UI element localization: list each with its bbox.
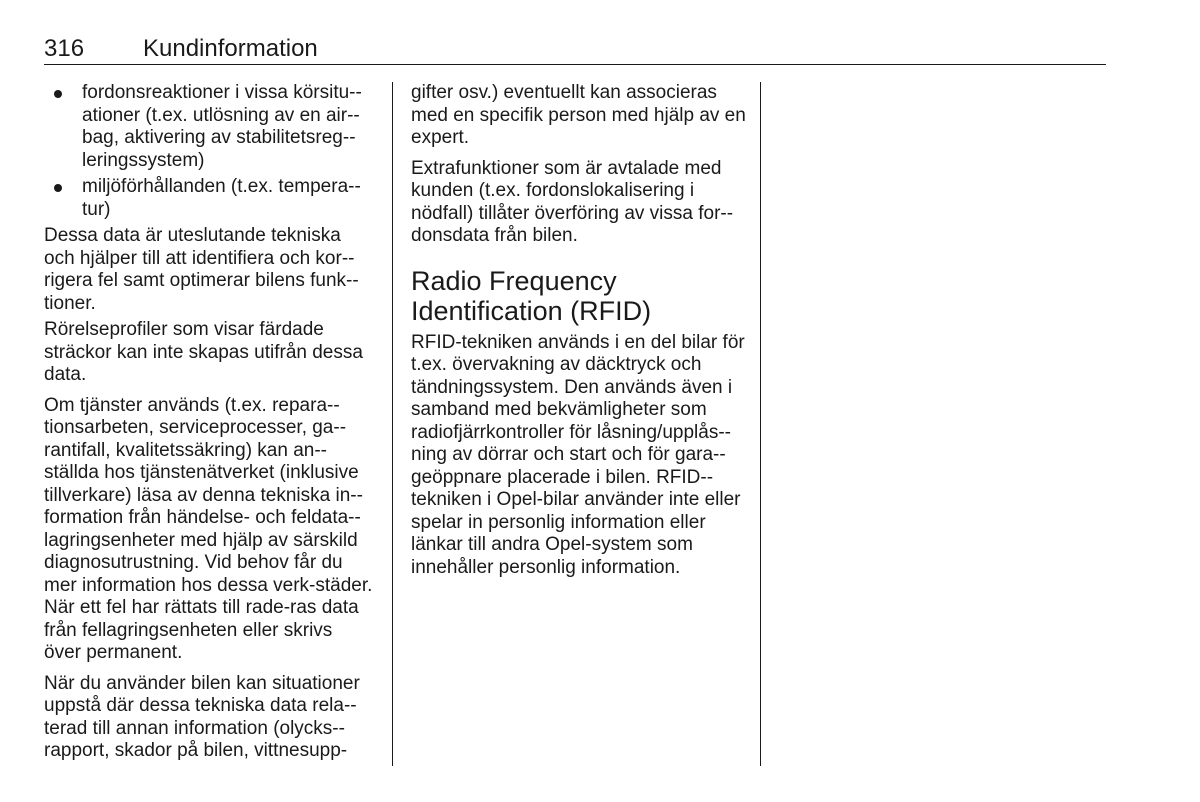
column-1 — [44, 82, 374, 771]
column-divider — [760, 82, 761, 766]
section-heading: Radio Frequency Identification (RFID) — [411, 265, 652, 326]
bullet-dot-icon — [54, 90, 62, 98]
header-rule — [44, 64, 1106, 65]
column-2 — [411, 82, 746, 587]
paragraph: Om tjänster används (t.ex. repara-tionsarbeten, serviceprocesser, ga-rantifall, kvalitetssäkring) kan an-ställda hos tjänstenätverket (inklusive tillverkare) läsa av denna tekniska in-formation från händelse- och feldata-lagringsenheter med hjälp av särskild diagnosutrustning. Vid behov får du mer information hos dessa verk-städer. När ett fel har rättats till rade-ras data från fellagringsenheten eller skrivs över permanent. — [44, 394, 373, 663]
rfid-paragraph: RFID-tekniken används i en del bilar för t.ex. övervakning av däcktryck och tändningssystem. Den används även i samband med bekvämligheter som radiofjärrkontroller för låsning/upplås-ning av dörrar och start och för gara-geöppnare placerade i bilen. RFID-tekniken i Opel-bilar använder inte eller spelar in personlig information eller länkar till andra Opel-system som innehåller personlig information. — [411, 331, 745, 578]
paragraph: gifter osv.) eventuellt kan associeras med en specifik person med hjälp av en expert. — [411, 82, 746, 148]
bullet-dot-icon — [54, 184, 62, 192]
paragraph: Extrafunktioner som är avtalade med kunden (t.ex. fordonslokalisering i nödfall) tillåter överföring av vissa for-donsdata från bilen. — [411, 157, 734, 246]
paragraph: Dessa data är uteslutande tekniska och hjälper till att identifiera och kor-rigera fel samt optimerar bilens funk-tioner. — [44, 225, 359, 314]
paragraph: Rörelseprofiler som visar färdade sträckor kan inte skapas utifrån dessa data. — [44, 319, 363, 385]
page-header — [44, 34, 1106, 66]
bullet-text: miljöförhållanden (t.ex. tempera-tur) — [82, 176, 361, 220]
bullet-item — [44, 176, 374, 221]
bullet-item — [44, 82, 374, 172]
bullet-list — [44, 82, 374, 221]
bullet-text: fordonsreaktioner i vissa körsitu-ationer (t.ex. utlösning av en air-bag, aktivering av stabilitetsreg-leringssystem) — [82, 82, 362, 171]
column-divider — [392, 82, 393, 766]
section-title: Kundinformation — [143, 35, 318, 62]
page-number: 316 — [44, 35, 85, 62]
paragraph: När du använder bilen kan situationer uppstå där dessa tekniska data rela-terad till annan information (olycks-rapport, skador på bilen, vittnesupp- — [44, 672, 360, 761]
